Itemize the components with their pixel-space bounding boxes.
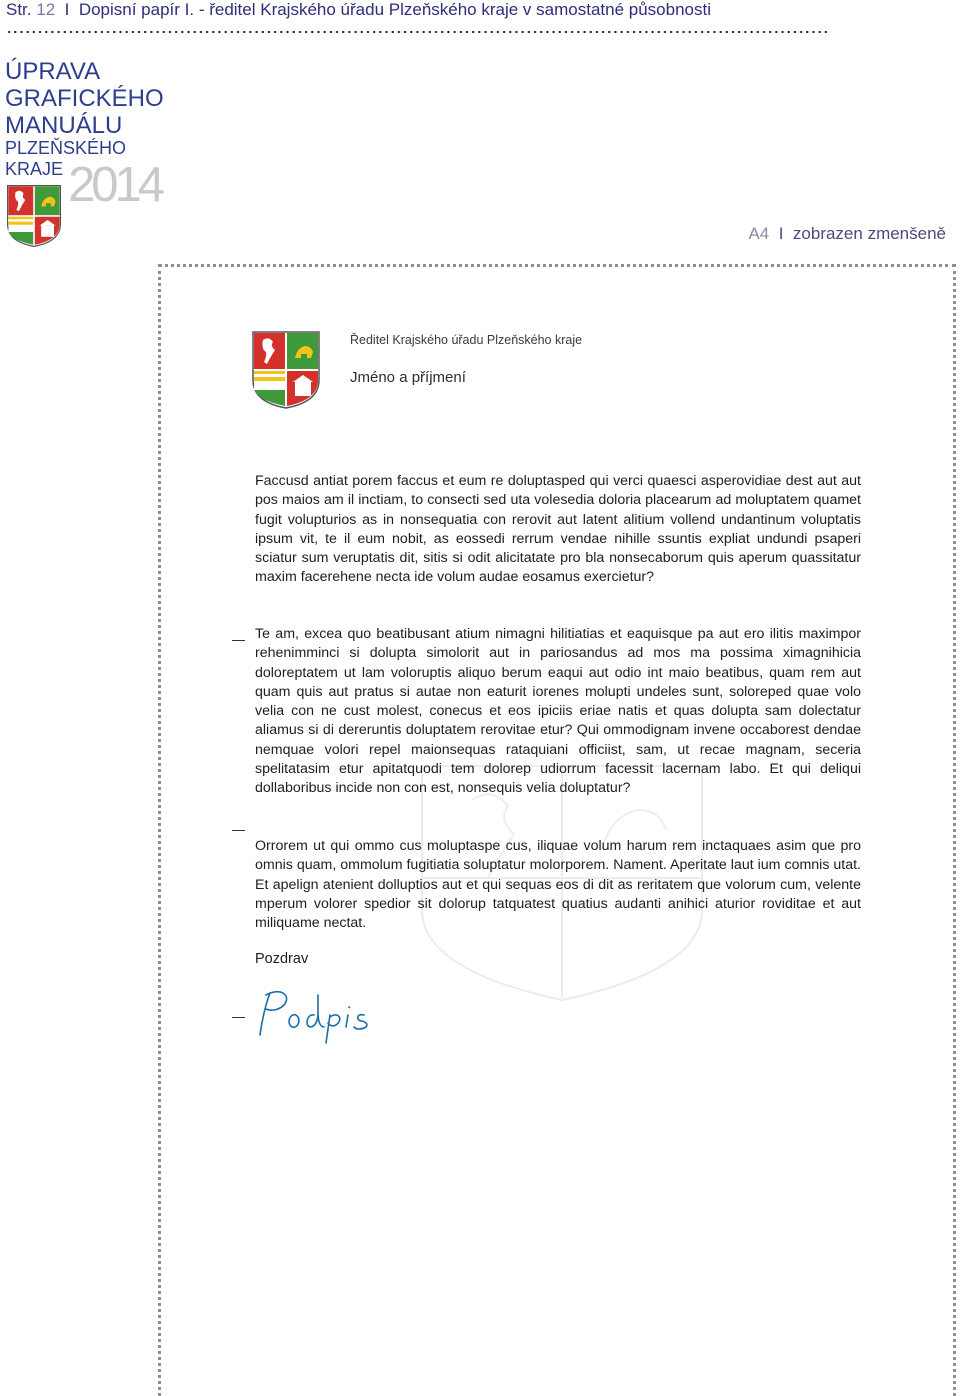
manual-title-line-2: GRAFICKÉHO <box>5 85 164 112</box>
format-separator: I <box>778 224 784 243</box>
letterhead-coat-of-arms-icon <box>251 330 321 410</box>
signature-icon <box>252 985 382 1045</box>
format-label <box>748 224 946 244</box>
format-size: A4 <box>748 224 770 243</box>
letterhead-office: Ředitel Krajského úřadu Plzeňského kraje <box>350 333 583 347</box>
letter-greeting: Pozdrav <box>255 951 309 967</box>
manual-title-line-1: ÚPRAVA <box>5 58 101 85</box>
page-label: Str. <box>6 0 32 19</box>
format-text: zobrazen zmenšeně <box>792 224 946 243</box>
header-dotted-divider <box>6 30 831 34</box>
header-title: Dopisní papír I. - ředitel Krajského úřadu Plzeňského kraje v samostatné působnosti <box>78 0 711 19</box>
header-title-bar <box>6 0 711 20</box>
fold-mark-2 <box>232 830 245 831</box>
letter-paragraph-2: Te am, excea quo beatibusant atium nimagni hilitiatias et eaquisque pa aut ero ilitis maximpor rehenimminci si dolupta simolorit aut in pariosandus ad mos ma possima ximagnihicia doloreptatem ut lam voloruptis aliquo berum eaqui aut odio int maio beatibus, quam rem aut quam quis aut pratus si autae non eaturit iorenes molupti undeles sunt, soloreped quae volo velia con ne cust molest, conecus et eos ipiciis eriae natis et quas dolupta sam dolectatur aliamus si di dereruntis doluptatem rerovitae etur? Qui ommodignam invene occaborest dendae nemquae volori repel maionsequas rataquiani officiist, sam, ut recae magnam, seceria spelitatasim etur apitatquodi tem dolorep udiorrum facessit lacernam labo. Et qui deliqui dollaboribus incide non con est, nonsequis velia doluptatur? <box>255 626 861 797</box>
letter-paragraph-1: Faccusd antiat porem faccus et eum re doluptasped qui verci quaesci asperovidiae dest aut aut pos maios am il inctiam, to consecti sed uta volesedia doloria placearum ad moluptatem quamet fugit volupturios as in nonsequatia con rerovit aut latent alitium vollend undantinum voluptatis ipsum vit, te il eum nobit, as eossedi rerrum vendae nihille ssuntis expliat undundi psaperi sciatur sum veruptatis dit, sitis si odit alicitatate pro bla nonsecaborum quis aperum quassitatur maxim facerehene necta ide volum audae eosamus exercietur? <box>255 473 861 586</box>
manual-title-line-3: MANUÁLU <box>5 112 123 139</box>
coat-of-arms-icon <box>6 183 62 249</box>
fold-mark-1 <box>232 640 245 641</box>
letterhead-name: Jméno a příjmení <box>350 369 466 386</box>
manual-title-line-5: KRAJE <box>5 159 64 179</box>
letter-paragraph-3: Orrorem ut qui ommo cus moluptaspe cus, iliquae volum harum rem inctaquaes asim que pro omnis quam, ommolum fugitiatia soluptatur molorporem. Nament. Aperitate laut ium comnis utat. Et apelign atenient dolluptios aut et qui sequas eos di dit as reritatem que volorum cum, velente mperum volorer spedior sit dolorup tatquatest quatius audanti anihici aturior roviditae et aut miliquame nectat. <box>255 838 861 932</box>
page-number: 12 <box>36 0 56 19</box>
header-separator: I <box>64 0 70 19</box>
manual-title-line-4: PLZEŇSKÉHO <box>5 138 127 158</box>
fold-mark-3 <box>232 1017 245 1018</box>
manual-year: 2014 <box>68 158 162 212</box>
